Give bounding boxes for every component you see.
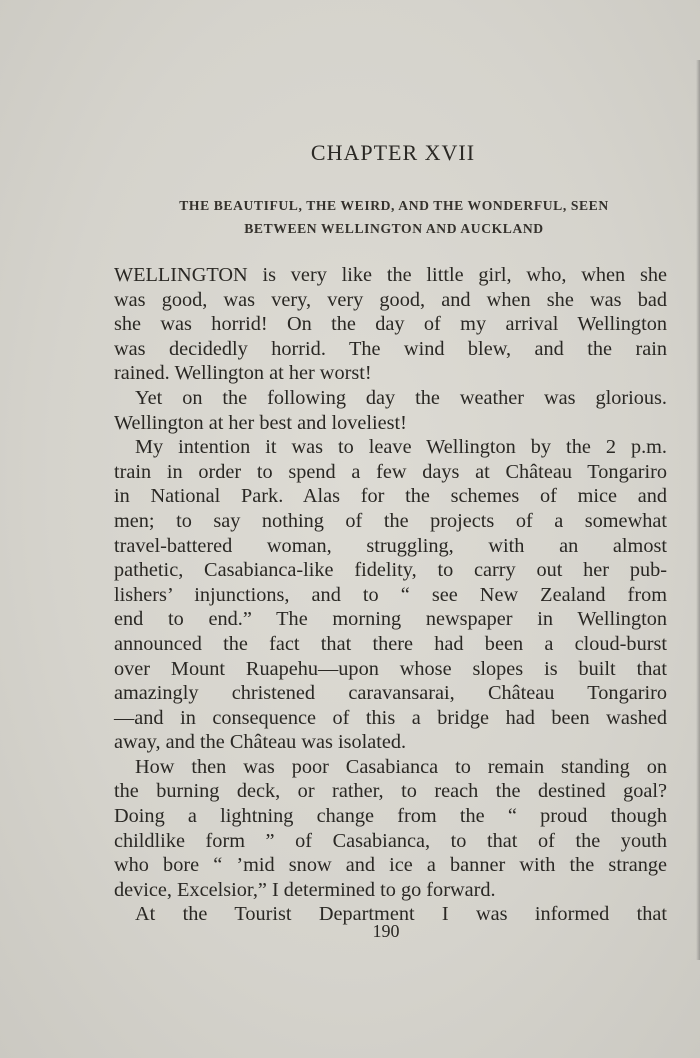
- text-line: Doing a lightning change from the “ proud though: [114, 805, 667, 828]
- text-line: in National Park. Alas for the schemes of mice and: [114, 485, 667, 508]
- page-number: 190: [372, 921, 400, 941]
- text-line: the burning deck, or rather, to reach the destined goal?: [114, 780, 667, 803]
- text-line: At the Tourist Department I was informed that: [135, 903, 667, 926]
- chapter-subtitle-line: THE BEAUTIFUL, THE WEIRD, AND THE WONDERFUL, SEEN: [179, 198, 609, 213]
- text-line: —and in consequence of this a bridge had been washed: [114, 706, 667, 729]
- text-line: childlike form ” of Casabianca, to that of the youth: [114, 829, 667, 852]
- text-line: train in order to spend a few days at Château Tongariro: [114, 460, 667, 483]
- page-edge-shadow: [696, 60, 700, 960]
- text-line: away, and the Château was isolated.: [114, 731, 407, 754]
- text-line: WELLINGTON is very like the little girl, who, when she: [114, 264, 667, 286]
- text-line: amazingly christened caravansarai, Château Tongariro: [114, 682, 667, 705]
- text-line: Wellington at her best and loveliest!: [114, 411, 407, 434]
- text-line: was decidedly horrid. The wind blew, and the rain: [114, 337, 667, 360]
- text-line: men; to say nothing of the projects of a somewhat: [114, 509, 667, 532]
- text-line: device, Excelsior,” I determined to go forward.: [114, 878, 496, 901]
- text-line: rained. Wellington at her worst!: [114, 362, 372, 385]
- chapter-title: CHAPTER XVII: [310, 140, 476, 165]
- body-text: [114, 263, 667, 927]
- chapter-subtitle-line: BETWEEN WELLINGTON AND AUCKLAND: [244, 221, 544, 236]
- text-line: over Mount Ruapehu—upon whose slopes is built that: [114, 657, 667, 680]
- text-line: travel-battered woman, struggling, with an almost: [114, 534, 667, 557]
- chapter-subtitle: [126, 194, 662, 240]
- text-line: who bore “ ’mid snow and ice a banner with the strange: [114, 854, 667, 877]
- text-line: My intention it was to leave Wellington by the 2 p.m.: [135, 436, 667, 459]
- text-line: lishers’ injunctions, and to “ see New Zealand from: [114, 583, 667, 606]
- text-line: announced the fact that there had been a cloud-burst: [114, 632, 667, 655]
- text-line: How then was poor Casabianca to remain standing on: [135, 755, 667, 778]
- text-line: she was horrid! On the day of my arrival Wellington: [114, 313, 667, 336]
- text-line: pathetic, Casabianca-like fidelity, to carry out her pub-: [114, 559, 667, 582]
- text-line: was good, was very, very good, and when she was bad: [114, 288, 667, 311]
- text-line: Yet on the following day the weather was glorious.: [135, 386, 667, 409]
- text-line: end to end.” The morning newspaper in Wellington: [114, 608, 667, 631]
